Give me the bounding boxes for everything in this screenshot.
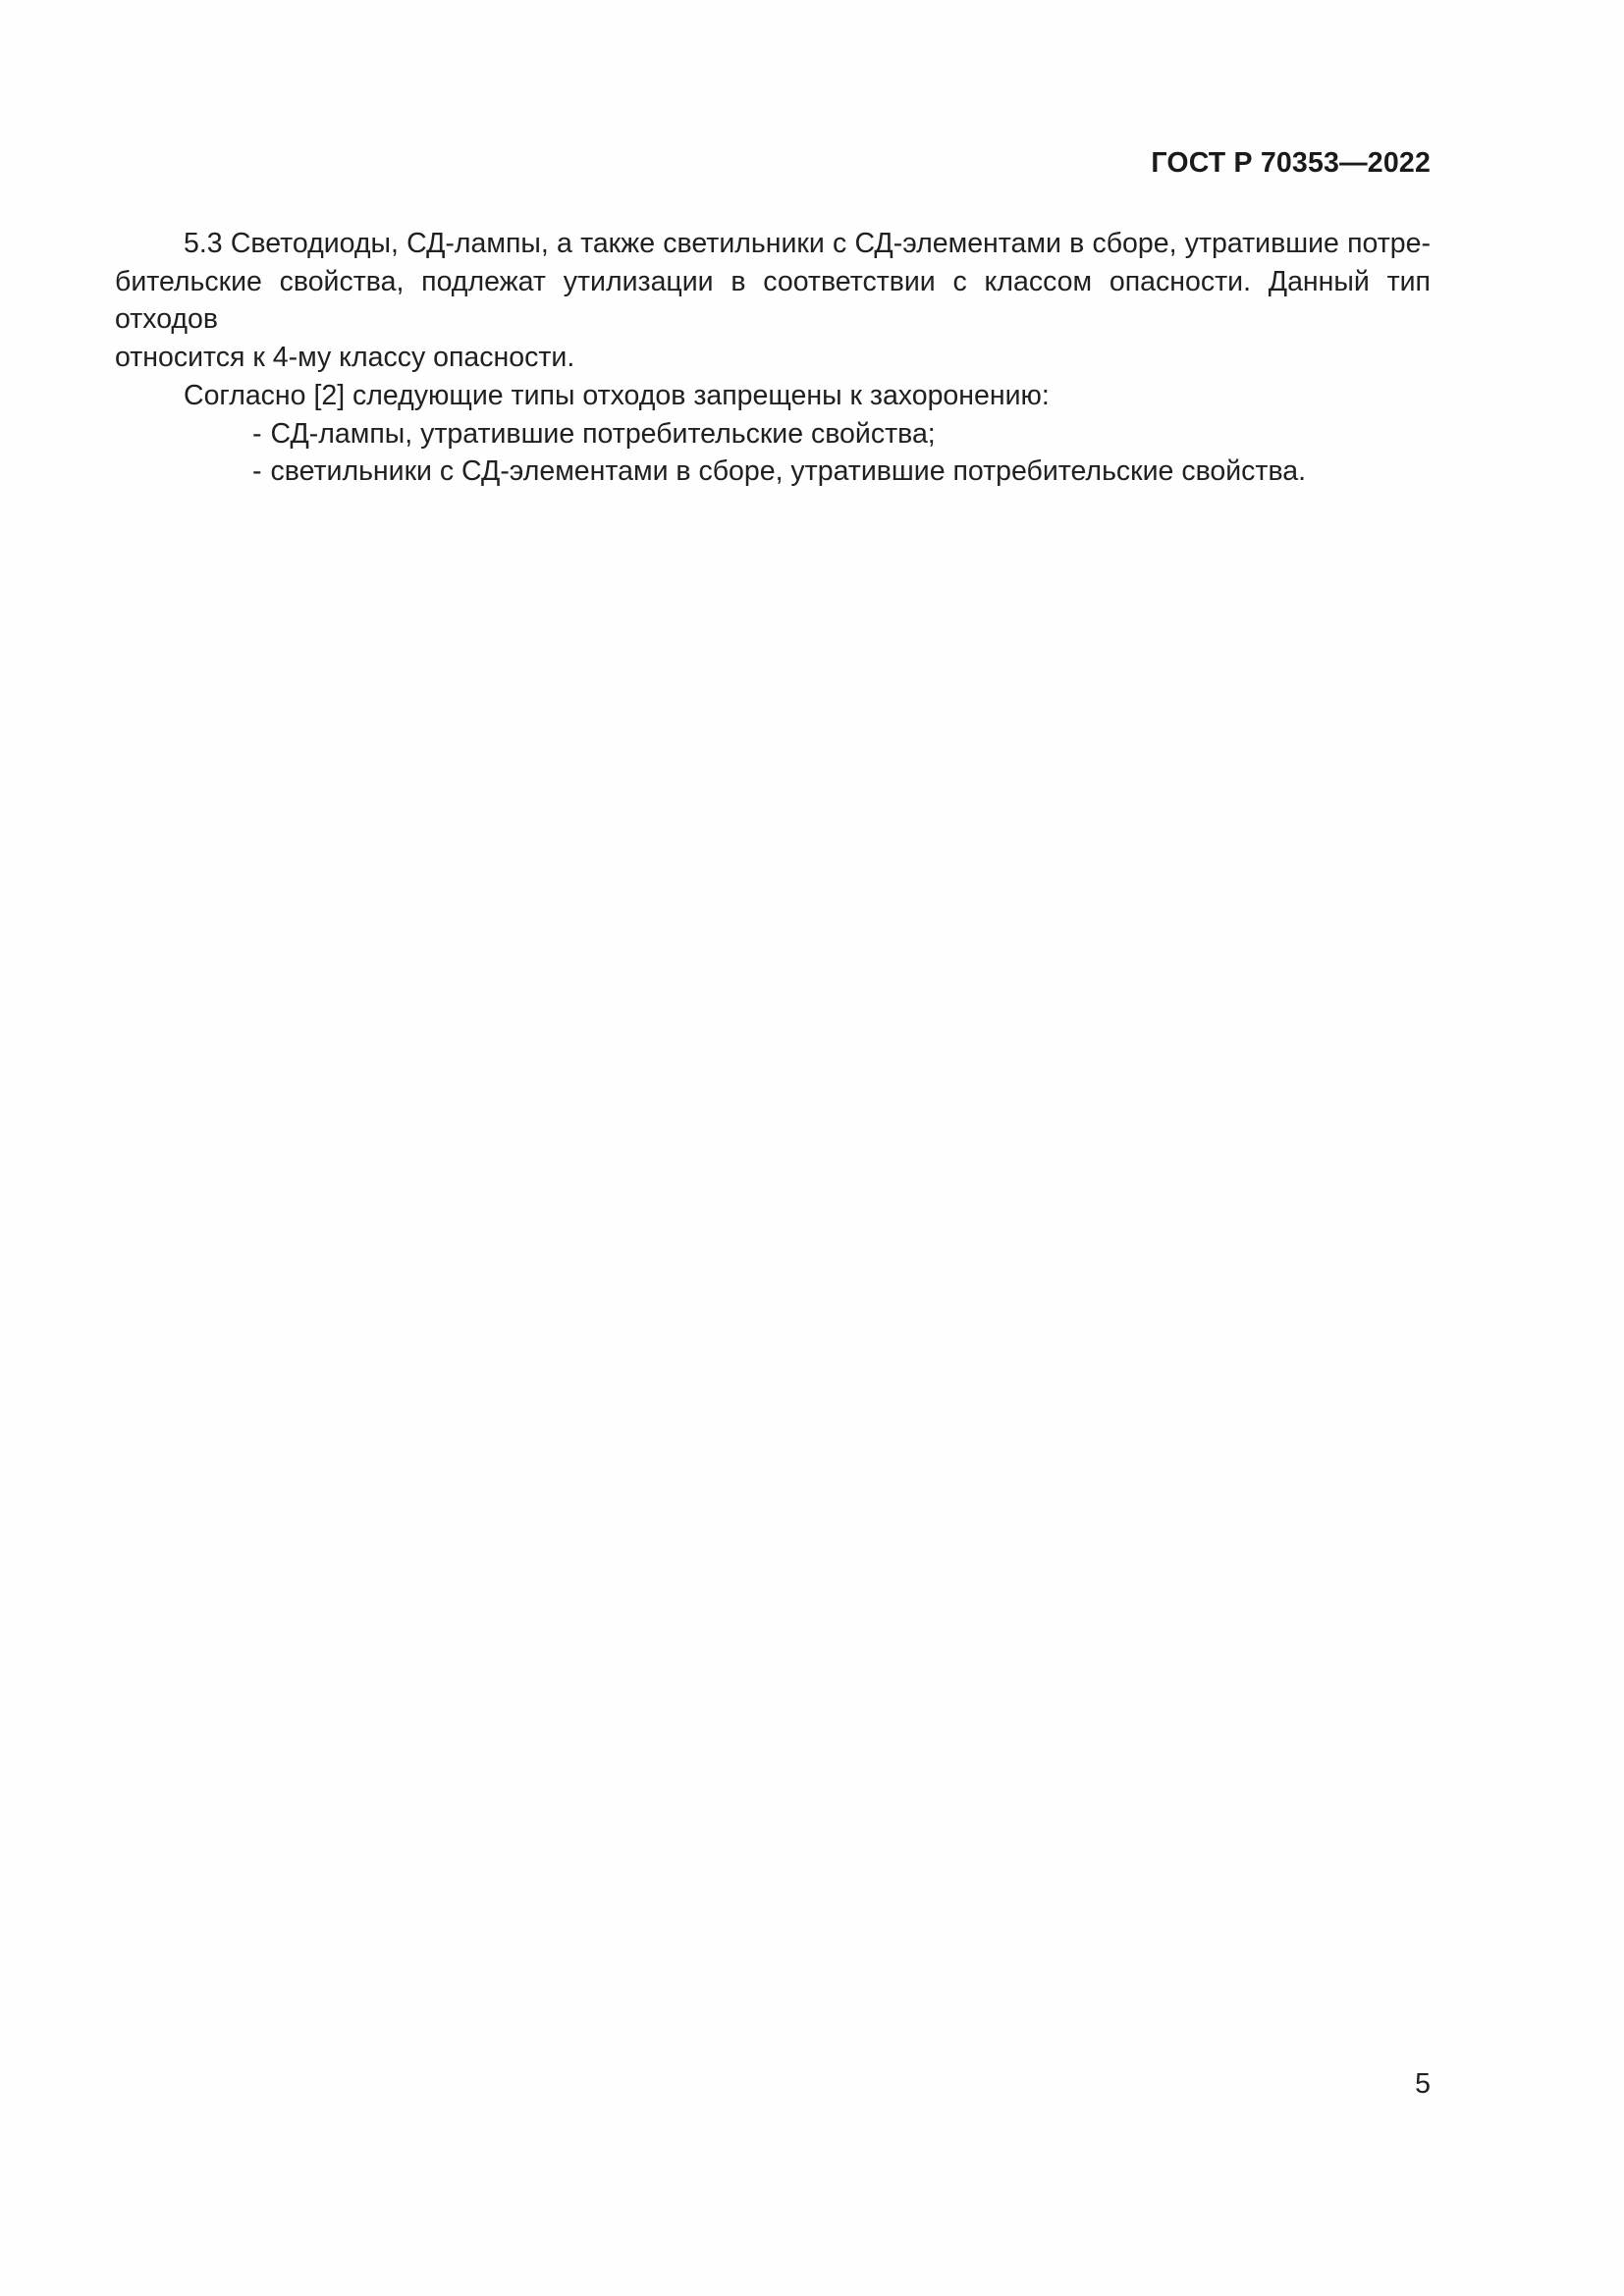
list-item [115, 415, 1431, 454]
document-code-header: ГОСТ Р 70353—2022 [1151, 147, 1431, 179]
list-item-text: СД-лампы, утратившие потребительские свойства; [270, 417, 936, 450]
page-content [115, 225, 1431, 491]
prohibited-waste-intro: Согласно [2] следующие типы отходов запрещены к захоронению: [184, 379, 1050, 411]
list-item-dash-marker: - [252, 417, 262, 450]
clause-5-3-line-1: 5.3 Светодиоды, СД-лампы, а также светильники с СД-элементами в сборе, утратившие потре- [184, 228, 1431, 259]
list-item-text: светильники с СД-элементами в сборе, утратившие потребительские свойства. [270, 455, 1307, 488]
clause-5-3-line-2: бительские свойства, подлежат утилизации в соответствии с классом опасности. Данный тип отходов [115, 265, 1431, 336]
page-number: 5 [1415, 2068, 1431, 2100]
clause-5-3-line-3: относится к 4-му классу опасности. [115, 342, 575, 374]
list-item [115, 453, 1431, 491]
list-item-dash-marker: - [252, 455, 262, 488]
